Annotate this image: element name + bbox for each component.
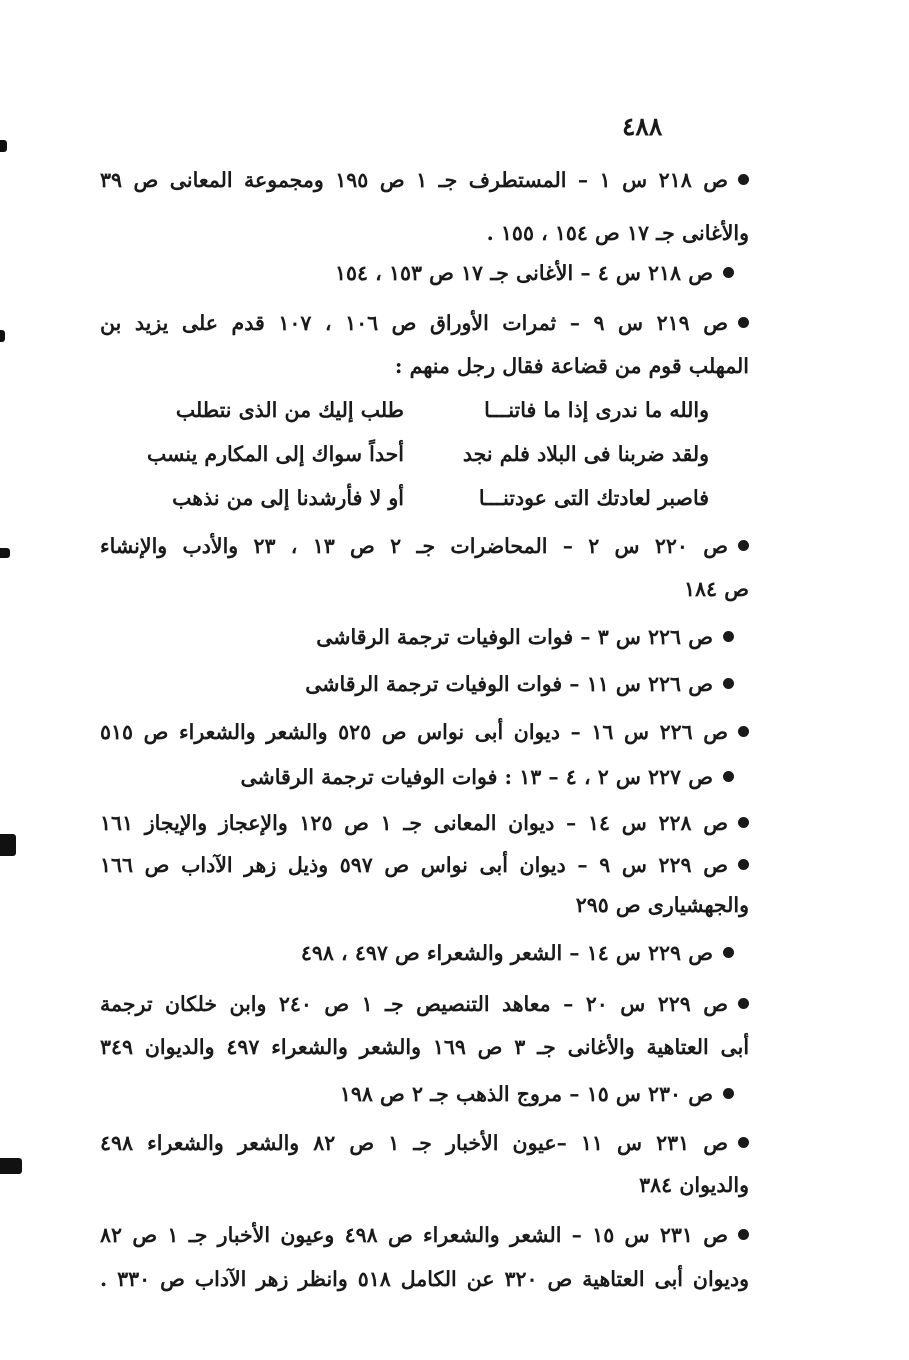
note-text: ص ٢١٨ س ١ – المستطرف جـ ١ ص ١٩٥ ومجموعة المعانى ص ٣٩ xyxy=(100,168,728,192)
note-entry xyxy=(100,1126,749,1160)
verse-first-hemistich: والله ما ندرى إذا ما فاتنـــا xyxy=(484,398,709,422)
bullet-icon xyxy=(738,817,749,828)
verse-second-hemistich: أحداً سواك إلى المكارم ينسب xyxy=(146,442,404,466)
verse-second-hemistich: طلب إليك من الذى نتطلب xyxy=(175,398,404,422)
bullet-icon xyxy=(723,1088,734,1099)
note-text: ص ٢٢٧ س ٢ ، ٤ – ١٣ : فوات الوفيات ترجمة الرقاشى xyxy=(240,765,713,789)
bullet-icon xyxy=(738,726,749,737)
note-text: ص ٢٢٨ س ١٤ – ديوان المعانى جـ ١ ص ١٢٥ والإعجاز والإيجاز ١٦١ xyxy=(100,811,728,835)
note-continuation xyxy=(100,349,749,383)
note-text: والديوان ٣٨٤ xyxy=(639,1173,749,1197)
bullet-icon xyxy=(738,859,749,870)
note-text: ص ٢٢٠ س ٢ – المحاضرات جـ ٢ ص ١٣ ، ٢٣ والأدب والإنشاء xyxy=(100,534,729,558)
verse-first-hemistich: فاصبر لعادتك التى عودتنـــا xyxy=(478,486,709,510)
margin-mark xyxy=(0,548,10,558)
bullet-icon xyxy=(738,1137,749,1148)
note-entry xyxy=(100,987,749,1021)
bullet-icon xyxy=(723,267,734,278)
note-entry xyxy=(300,1077,734,1111)
note-continuation xyxy=(100,1030,749,1064)
note-text: ص ٢٣١ س ١٥ – الشعر والشعراء ص ٤٩٨ وعيون الأخبار جـ ١ ص ٨٢ xyxy=(100,1223,728,1247)
note-text: ص ٢٢٩ س ٩ – ديوان أبى نواس ص ٥٩٧ وذيل زهر الآداب ص ١٦٦ xyxy=(100,853,728,877)
bullet-icon xyxy=(738,174,749,185)
bullet-icon xyxy=(738,317,749,328)
bullet-icon xyxy=(738,540,749,551)
note-entry xyxy=(100,163,749,197)
bullet-icon xyxy=(723,771,734,782)
note-text: ص ٢٢٦ س ١١ – فوات الوفيات ترجمة الرقاشى xyxy=(305,672,713,696)
margin-mark xyxy=(0,330,5,342)
note-text: والجهشيارى ص ٢٩٥ xyxy=(575,893,749,917)
bullet-icon xyxy=(723,631,734,642)
note-continuation xyxy=(620,1168,749,1202)
note-continuation xyxy=(100,216,749,250)
verse-first-hemistich: ولقد ضربنا فى البلاد فلم نجد xyxy=(462,442,709,466)
note-text: ص ٢١٨ س ٤ – الأغانى جـ ١٧ ص ١٥٣ ، ١٥٤ xyxy=(335,261,713,285)
note-entry xyxy=(100,715,749,749)
note-text: أبى العتاهية والأغانى جـ ٣ ص ١٦٩ والشعر والشعراء ٤٩٧ والديوان ٣٤٩ xyxy=(100,1035,750,1059)
note-text: المهلب قوم من قضاعة فقال رجل منهم : xyxy=(394,354,749,378)
note-text: ص ٢١٩ س ٩ – ثمرات الأوراق ص ١٠٦ ، ١٠٧ قدم على يزيد بن xyxy=(100,311,728,335)
note-text: ص ٢٢٩ س ١٤ – الشعر والشعراء ص ٤٩٧ ، ٤٩٨ xyxy=(300,941,713,965)
margin-mark xyxy=(0,834,16,856)
note-text: ص ٢٢٦ س ١٦ – ديوان أبى نواس ص ٥٢٥ والشعر والشعراء ص ٥١٥ xyxy=(100,720,729,744)
note-entry xyxy=(100,306,749,340)
note-entry xyxy=(100,848,749,882)
bullet-icon xyxy=(738,998,749,1009)
note-entry xyxy=(300,620,734,654)
margin-mark xyxy=(0,140,7,152)
note-continuation xyxy=(560,888,749,922)
bullet-icon xyxy=(738,1229,749,1240)
note-entry xyxy=(240,760,734,794)
page-number: ٤٨٨ xyxy=(622,112,663,141)
note-text: ص ٢٣١ س ١١ –عيون الأخبار جـ ١ ص ٨٢ والشعر والشعراء ٤٩٨ xyxy=(100,1131,729,1155)
note-entry xyxy=(100,1218,749,1252)
note-continuation xyxy=(580,572,749,606)
bullet-icon xyxy=(723,947,734,958)
bullet-icon xyxy=(723,678,734,689)
note-continuation xyxy=(100,1262,749,1296)
note-entry xyxy=(270,256,734,290)
note-entry xyxy=(100,806,749,840)
note-text: ص ٢٢٦ س ٣ – فوات الوفيات ترجمة الرقاشى xyxy=(316,625,713,649)
note-text: ص ١٨٤ xyxy=(684,577,749,601)
note-text: ص ٢٣٠ س ١٥ – مروج الذهب جـ ٢ ص ١٩٨ xyxy=(339,1082,713,1106)
margin-mark xyxy=(0,1158,22,1174)
note-text: وديوان أبى العتاهية ص ٣٢٠ عن الكامل ٥١٨ وانظر زهر الآداب ص ٣٣٠ . xyxy=(100,1267,750,1291)
note-entry xyxy=(270,936,734,970)
note-entry xyxy=(100,529,749,563)
note-text: والأغانى جـ ١٧ ص ١٥٤ ، ١٥٥ . xyxy=(486,221,749,245)
note-entry xyxy=(300,667,734,701)
verse-second-hemistich: أو لا فأرشدنا إلى من نذهب xyxy=(172,486,404,510)
note-text: ص ٢٢٩ س ٢٠ – معاهد التنصيص جـ ١ ص ٢٤٠ وابن خلكان ترجمة xyxy=(100,992,728,1016)
